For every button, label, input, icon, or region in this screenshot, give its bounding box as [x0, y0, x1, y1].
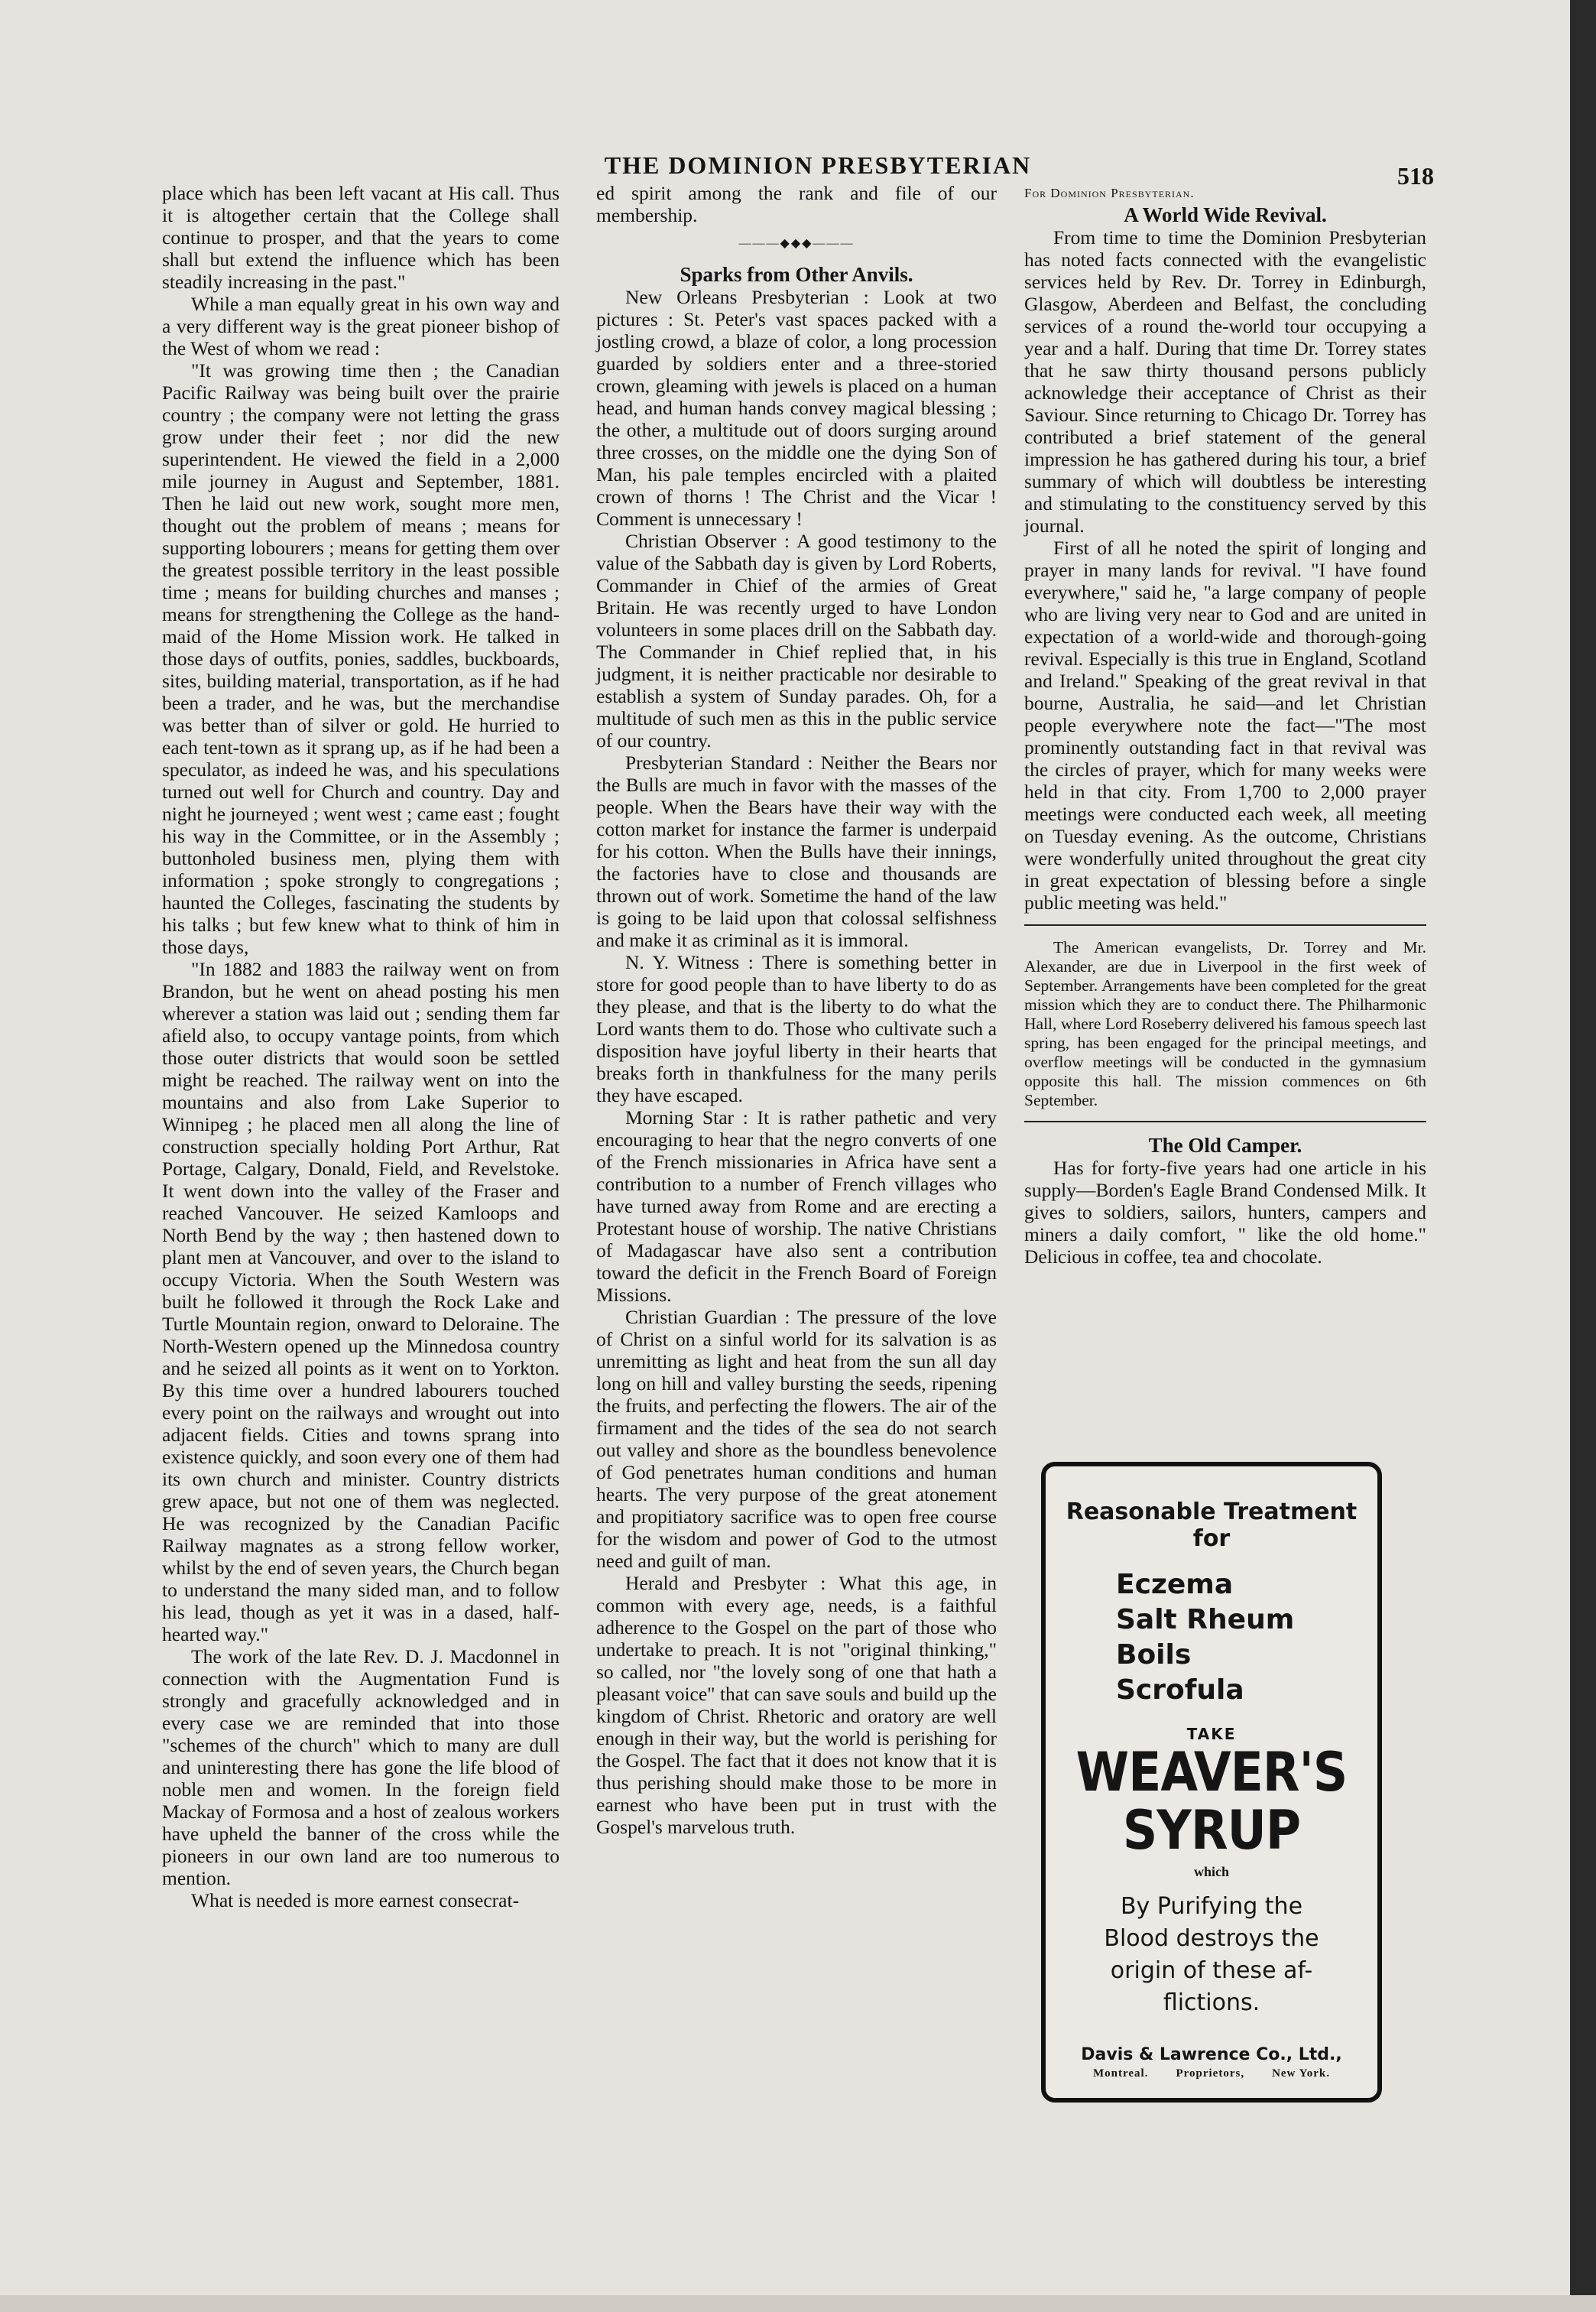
- ad-proprietors: Proprietors,: [1176, 2067, 1245, 2080]
- ad-brand-line: SYRUP: [1122, 1799, 1301, 1862]
- ad-claim-line: Blood destroys the: [1104, 1925, 1319, 1952]
- section-ornament: ———◆◆◆———: [738, 237, 855, 250]
- paragraph: New Orleans Presbyterian : Look at two pictures : St. Peter's vast spaces packed with a jostling crowd, a blaze of color, a long procession guarded by soldiers enter and a three-storied crown, gleaming with jewels is placed on a human head, and human hands convey magical blessing ; the other, a multitude out of doors surging around three crosses, on the middle one the dying Son of Man, his pale temples encircled with a plaited crown of thorns ! The Christ and the Vicar ! Comment is unnecessary !: [596, 286, 997, 530]
- column-rule: [1024, 1121, 1426, 1122]
- advertisement-weavers-syrup: [1041, 1462, 1382, 2103]
- article-heading: The Old Camper.: [1148, 1134, 1302, 1157]
- notice-paragraph: The American evangelists, Dr. Torrey and Mr. Alexander, are due in Liverpool in the first week of September. Arrangements have been completed for the great mission which they are to conduct there. The Philharmonic Hall, where Lord Roseberry delivered his famous speech last spring, has been engaged for the principal meetings, and overflow meetings will be conducted in the gymnasium opposite this hall. The mission commences on 6th September.: [1024, 938, 1426, 1109]
- ad-brand-line: WEAVER'S: [1075, 1741, 1348, 1804]
- ad-claim: [1046, 1891, 1377, 2019]
- column-rule: [1024, 924, 1426, 926]
- paragraph: While a man equally great in his own way and a very different way is the great pioneer bishop of the West of whom we read :: [162, 293, 560, 359]
- ailment-item: Eczema: [1116, 1569, 1234, 1600]
- running-head: THE DOMINION PRESBYTERIAN: [604, 151, 1032, 179]
- paragraph: Presbyterian Standard : Neither the Bears nor the Bulls are much in favor with the masses of the people. When the Bears have their way with the cotton market for instance the farmer is underpaid for his cotton. When the Bulls have their innings, the factories have to close and thousands are thrown out of work. Sometime the hand of the law is going to be laid upon that colossal selfishness and make it as criminal as it is immoral.: [596, 752, 997, 951]
- ad-city-right: New York.: [1272, 2067, 1330, 2080]
- column-1: [162, 182, 560, 1911]
- ad-take: TAKE: [1186, 1725, 1237, 1743]
- ad-which: which: [1193, 1864, 1229, 1879]
- paragraph: N. Y. Witness : There is something better in store for good people than to have liberty to do as they please, and that is the liberty to do what the Lord wants them to do. Those who cultivate such a disposition have joyful liberty in their hearts that breaks forth in thankfulness for the many perils they have escaped.: [596, 951, 997, 1106]
- ad-claim-line: origin of these af-: [1110, 1957, 1313, 1984]
- ad-title: Reasonable Treatment for: [1066, 1499, 1358, 1552]
- paragraph: "It was growing time then ; the Canadian Pacific Railway was being built over the prairie country ; the company were not letting the grass grow under their feet ; nor did the new superintendent. He viewed the field in a 2,000 mile journey in August and September, 1881. Then he laid out new work, sought more men, thought out the problem of means ; means for supporting lobourers ; means for getting them over the greatest possible territory in the least possible time ; means for building churches and manses ; means for strengthening the College as the hand-maid of the Home Mission work. He talked in those days of outfits, ponies, saddles, buckboards, sites, building material, transportation, as if he had been a trader, and he was, but the merchandise was better than of silver or gold. He hurried to each tent-town as it sprang up, as if he had been a speculator, as indeed he was, and his speculations turned out well for Church and country. Day and night he journeyed ; went west ; came east ; fought his way in the Committee, or in the Assembly ; buttonholed business men, plying them with information ; spoke strongly to congregations ; haunted the Colleges, fascinating the students by his talks ; but few knew what to think of him in those days,: [162, 359, 560, 958]
- ailment-list: [1046, 1567, 1377, 1708]
- paragraph: From time to time the Dominion Presbyterian has noted facts connected with the evangelistic services held by Rev. Dr. Torrey in Edinburgh, Glasgow, Aberdeen and Belfast, the concluding services of a round the-world tour occupying a year and a half. During that time Dr. Torrey states that he saw thirty thousand persons publicly acknowledge their acceptance of Christ as their Saviour. Since returning to Chicago Dr. Torrey has contributed a brief statement of the general impression he has gathered during his tour, a brief summary of which will doubtless be interesting and stimulating to the constituency served by this journal.: [1024, 226, 1426, 537]
- section-heading: Sparks from Other Anvils.: [680, 263, 913, 286]
- ad-claim-line: By Purifying the: [1120, 1893, 1303, 1920]
- ailment-item: Salt Rheum: [1116, 1604, 1295, 1635]
- paragraph: ed spirit among the rank and file of our membership.: [596, 182, 997, 226]
- paragraph: Herald and Presbyter : What this age, in common with every age, needs, is a faithful adherence to the Gospel on the part of those who undertake to preach. It is not "original thinking," so called, nor "the lovely song of one that hath a pleasant voice" that can save souls and build up the kingdom of Christ. Rhetoric and oratory are well enough in their way, but the world is perishing for the Gospel. The fact that it does not know that it is thus perishing should make those to be more in earnest who have been put in trust with the Gospel's marvelous truth.: [596, 1572, 997, 1838]
- ailment-item: Scrofula: [1116, 1674, 1244, 1706]
- paragraph: What is needed is more earnest consecrat-: [191, 1889, 520, 1911]
- article-heading: A World Wide Revival.: [1124, 203, 1327, 226]
- paragraph: "In 1882 and 1883 the railway went on from Brandon, but he went on ahead posting his men wherever a station was laid out ; sending them far afield also, to occupy vantage points, from which those outer districts that would soon be settled might be reached. The railway went on into the mountains and also from Lake Superior to Winnipeg ; he placed men all along the line of construction specially holding Port Arthur, Rat Portage, Calgary, Donald, Field, and Revelstoke. It went down into the valley of the Fraser and reached Vancouver. He seized Kamloops and North Bend by the way ; then hastened down to plant men at Vancouver, and over to the island to occupy Victoria. When the South Western was built he followed it through the Rock Lake and Turtle Mountain region, onward to Deloraine. The North-Western opened up the Minnedosa country and he seized all points as it went on to Yorkton. By this time over a hundred labourers touched every point on the railways and wrought out into adjacent fields. Cities and towns sprang into existence quickly, and soon every one of them had its own church and minister. Country districts grew apace, but not one of them was neglected. He was recognized by the Canadian Pacific Railway magnates as a strong fellow worker, whilst by the end of seven years, the Church began to understand the many sided man, and to follow his lead, though as yet it was in a dased, half-hearted way.": [162, 958, 560, 1645]
- ad-cities: [1046, 2067, 1377, 2080]
- page-bottom-edge: [0, 2295, 1596, 2312]
- ad-city-left: Montreal.: [1093, 2067, 1149, 2080]
- page-number: 518: [1397, 162, 1434, 190]
- ad-company: Davis & Lawrence Co., Ltd.,: [1081, 2045, 1342, 2064]
- paragraph: Morning Star : It is rather pathetic and very encouraging to hear that the negro converts of one of the French missionaries in Africa have sent a contribution to a number of French villages who have turned away from Rome and are erecting a Protestant house of worship. The native Christians of Madagascar have also sent a contribution toward the deficit in the French Board of Foreign Missions.: [596, 1106, 997, 1306]
- article-kicker: For Dominion Presbyterian.: [1024, 186, 1195, 200]
- column-3: [1024, 182, 1426, 1268]
- paragraph: Christian Guardian : The pressure of the love of Christ on a sinful world for its salvation is as unremitting as light and heat from the sun all day long on hill and valley bursting the seeds, ripening the fruits, and perfecting the flowers. The air of the firmament and the tides of the sea do not search out valley and shore as the boundless benevolence of God penetrates human conditions and human hearts. The very purpose of the great atonement and propitiatory sacrifice was to open free course for the wisdom and power of God to the utmost need and guilt of man.: [596, 1306, 997, 1572]
- paragraph: place which has been left vacant at His call. Thus it is altogether certain that the College shall continue to prosper, and that the years to come shall but extend the influence which has been steadily increasing in the past.": [162, 182, 560, 293]
- paragraph: Christian Observer : A good testimony to the value of the Sabbath day is given by Lord Roberts, Commander in Chief of the armies of Great Britain. He was recently urged to have London volunteers in some places drill on the Sabbath day. The Commander in Chief replied that, in his judgment, it is neither practicable nor desirable to establish a system of Sunday parades. Oh, for a multitude of such men as this in the public service of our country.: [596, 530, 997, 752]
- ailment-item: Boils: [1116, 1639, 1192, 1671]
- paragraph: The work of the late Rev. D. J. Macdonnel in connection with the Augmentation Fund is strongly and gracefully acknowledged and in every case we are reminded that into those "schemes of the church" which to many are dull and uninteresting there has gone the life blood of noble men and women. In the foreign field Mackay of Formosa and a host of zealous workers have upheld the banner of the cross while the pioneers in our own land are too numerous to mention.: [162, 1645, 560, 1889]
- page-edge-shadow: [1570, 0, 1596, 2312]
- ad-claim-line: flictions.: [1163, 1989, 1260, 2016]
- column-2: [596, 182, 997, 1838]
- paragraph: Has for forty-five years had one article in his supply—Borden's Eagle Brand Condensed Milk. It gives to soldiers, sailors, hunters, campers and miners a daily comfort, " like the old home." Delicious in coffee, tea and chocolate.: [1024, 1157, 1426, 1268]
- paragraph: First of all he noted the spirit of longing and prayer in many lands for revival. "I have found everywhere," said he, "a large company of people who are living very near to God and are united in expectation of a world-wide and thorough-going revival. Especially is this true in England, Scotland and Ireland." Speaking of the great revival in that bourne, Australia, he said—and let Christian people everywhere note the fact—"The most prominently outstanding fact in that revival was the circles of prayer, which for many weeks were held in that city. From 1,700 to 2,000 prayer meetings were conducted each week, all meeting on Tuesday evening. As the outcome, Christians were wonderfully united throughout the great city in great expectation of blessing before a single public meeting was held.": [1024, 537, 1426, 914]
